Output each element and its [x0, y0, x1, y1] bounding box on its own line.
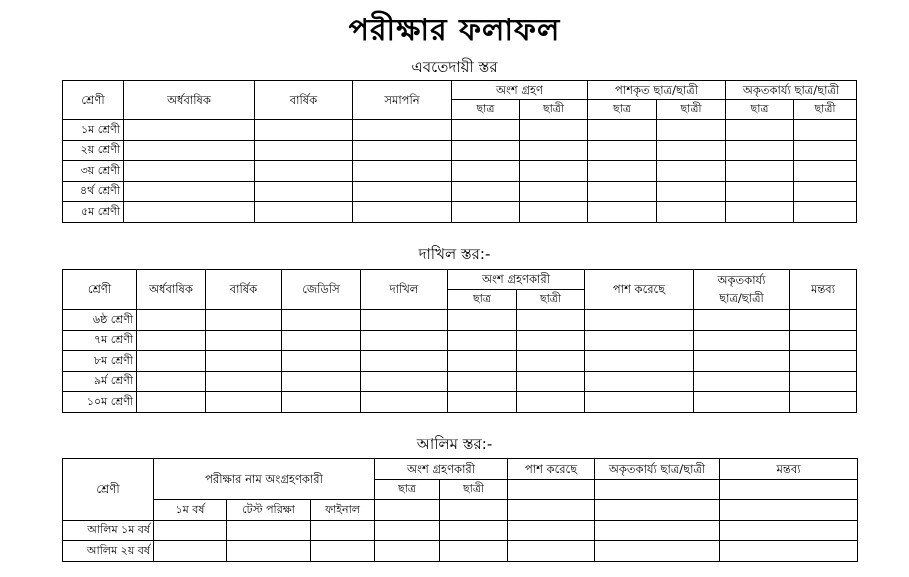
dakhil-heading: দাখিল স্তর:- [418, 245, 491, 263]
dak-col-remarks: মন্তব্য [790, 270, 857, 310]
ebt-col-failed: অকৃতকার্য্য ছাত্র/ছাত্রী [726, 81, 857, 100]
alim-sub-first-year: ১ম বর্ষ [154, 500, 227, 521]
row-label: আলিম ২য় বর্ষ [63, 541, 154, 562]
table-row [63, 331, 857, 351]
dak-col-class: শ্রেণী [63, 270, 137, 310]
row-label: ৪র্থ শ্রেণী [63, 182, 124, 202]
alim-col-exam-names: পরীক্ষার নাম অংগ্রহণকারী [154, 459, 375, 500]
ebt-col-participation: অংশ গ্রহণ [452, 81, 588, 100]
table-row [63, 351, 857, 372]
alim-table [62, 458, 858, 562]
ebt-col-yearly: বার্ষিক [255, 81, 353, 120]
ebtedayi-heading: এবতেদায়ী স্তর [411, 58, 498, 76]
row-label: ৬ষ্ঠ শ্রেণী [63, 310, 137, 331]
row-label: ৭ম শ্রেণী [63, 331, 137, 351]
table-row [63, 521, 858, 541]
row-label: ৯র্ম শ্রেণী [63, 372, 137, 392]
alim-col-participants: অংশ গ্রহণকারী [375, 459, 508, 480]
alim-sub-girl: ছাত্রী [440, 480, 508, 500]
row-label: আলিম ১ম বর্ষ [63, 521, 154, 541]
row-label: ২য় শ্রেণী [63, 141, 124, 161]
dak-col-failed [694, 270, 790, 310]
dakhil-table [62, 269, 857, 413]
ebt-sub-girl: ছাত্রী [794, 100, 857, 120]
ebt-sub-boy: ছাত্র [588, 100, 657, 120]
dak-col-dakhil: দাখিল [361, 270, 448, 310]
dak-col-participants: অংশ গ্রহণকারী [448, 270, 585, 290]
row-label: ১০ম শ্রেণী [63, 392, 137, 413]
table-row [63, 202, 857, 223]
ebt-col-class: শ্রেণী [63, 81, 124, 120]
alim-sub-final: ফাইনাল [311, 500, 375, 521]
ebt-sub-girl: ছাত্রী [520, 100, 588, 120]
row-label: ৫ম শ্রেণী [63, 202, 124, 223]
table-row [63, 541, 858, 562]
table-row [63, 120, 857, 141]
alim-col-failed: অকৃতকার্য্য ছাত্র/ছাত্রী [595, 459, 720, 480]
dak-sub-girl: ছাত্রী [517, 290, 585, 310]
dak-col-jdc: জেডিসি [282, 270, 361, 310]
dak-col-failed-line2: ছাত্র/ছাত্রী [719, 291, 764, 305]
alim-sub-test-exam: টেস্ট পরিক্ষা [227, 500, 311, 521]
row-label: ৩য় শ্রেণী [63, 161, 124, 182]
ebtedayi-table [62, 80, 857, 223]
table-row [63, 182, 857, 202]
row-label: ১ম শ্রেণী [63, 120, 124, 141]
dak-col-yearly: বার্ষিক [206, 270, 282, 310]
table-row [63, 372, 857, 392]
alim-col-remarks: মন্তব্য [720, 459, 858, 480]
dak-col-passed: পাশ করেছে [585, 270, 694, 310]
dak-sub-boy: ছাত্র [448, 290, 517, 310]
dak-col-half-yearly: অর্ধবাষিক [137, 270, 206, 310]
ebt-sub-boy: ছাত্র [452, 100, 520, 120]
table-row [63, 392, 857, 413]
alim-heading: আলিম স্তর:- [416, 435, 493, 453]
alim-col-class: শ্রেণী [63, 459, 154, 521]
dak-col-failed-line1: অকৃতকার্য্য [717, 273, 766, 288]
ebt-col-half-yearly: অর্ধবাষিক [124, 81, 255, 120]
table-row [63, 310, 857, 331]
ebt-sub-boy: ছাত্র [726, 100, 794, 120]
ebt-sub-girl: ছাত্রী [657, 100, 726, 120]
ebt-col-completion: সমাপনি [353, 81, 452, 120]
ebt-col-passed: পাশকৃত ছাত্র/ছাত্রী [588, 81, 726, 100]
table-row [63, 161, 857, 182]
table-row [63, 141, 857, 161]
page-title: পরীক্ষার ফলাফল [348, 13, 561, 48]
row-label: ৮ম শ্রেণী [63, 351, 137, 372]
alim-sub-boy: ছাত্র [375, 480, 440, 500]
alim-col-passed: পাশ করেছে [508, 459, 595, 480]
